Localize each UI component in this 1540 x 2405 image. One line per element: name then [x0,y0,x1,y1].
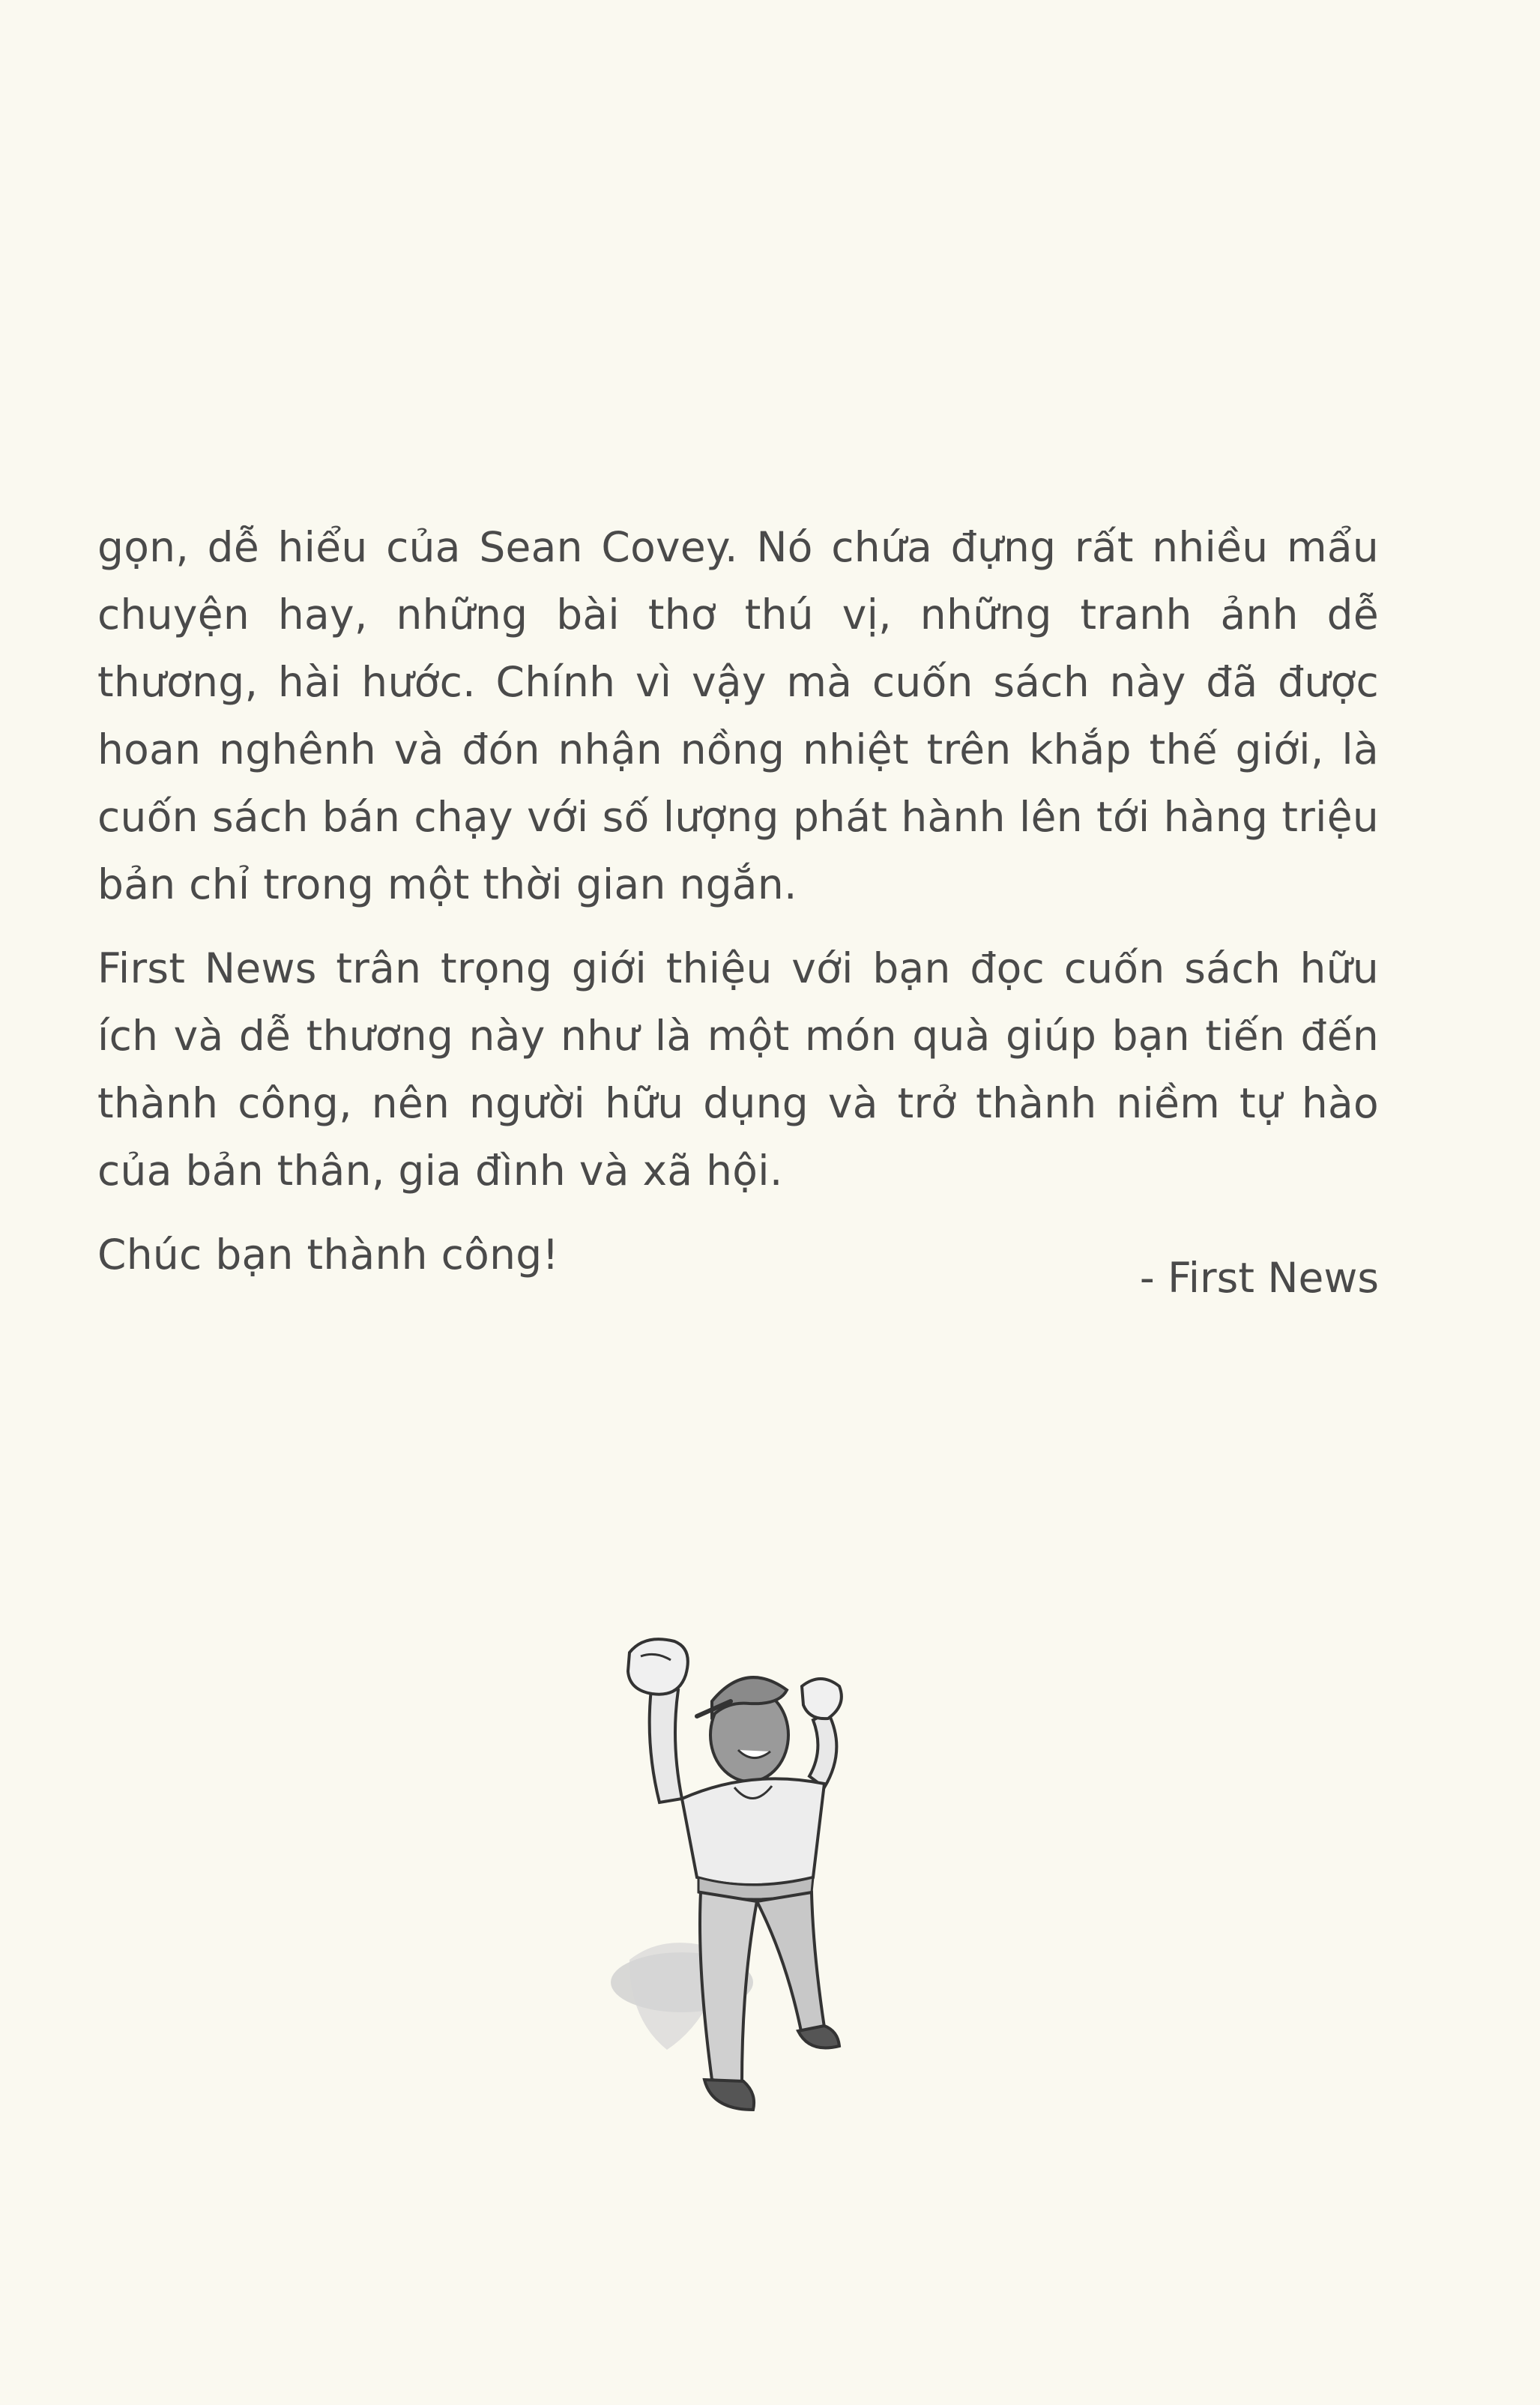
cheering-man-icon [600,1630,914,2140]
paragraph-2: First News trân trọng giới thiệu với bạn đọc cuốn sách hữu ích và dễ thương này như là một món quà giúp bạn tiến đến thành công, nên người hữu dụng và trở thành niềm tự hào của bản thân, gia đình và xã hội. [97,944,1379,1195]
body-text [97,513,1379,1288]
paragraph-1: gọn, dễ hiểu của Sean Covey. Nó chứa đựng rất nhiều mẩu chuyện hay, những bài thơ thú vị, những tranh ảnh dễ thương, hài hước. Chính vì vậy mà cuốn sách này đã được hoan nghênh và đón nhận nồng nhiệt trên khắp thế giới, là cuốn sách bán chạy với số lượng phát hành lên tới hàng triệu bản chỉ trong một thời gian ngắn. [97,523,1379,908]
signature: - First News [1139,1254,1379,1302]
closing-line: Chúc bạn thành công! [97,1231,559,1279]
